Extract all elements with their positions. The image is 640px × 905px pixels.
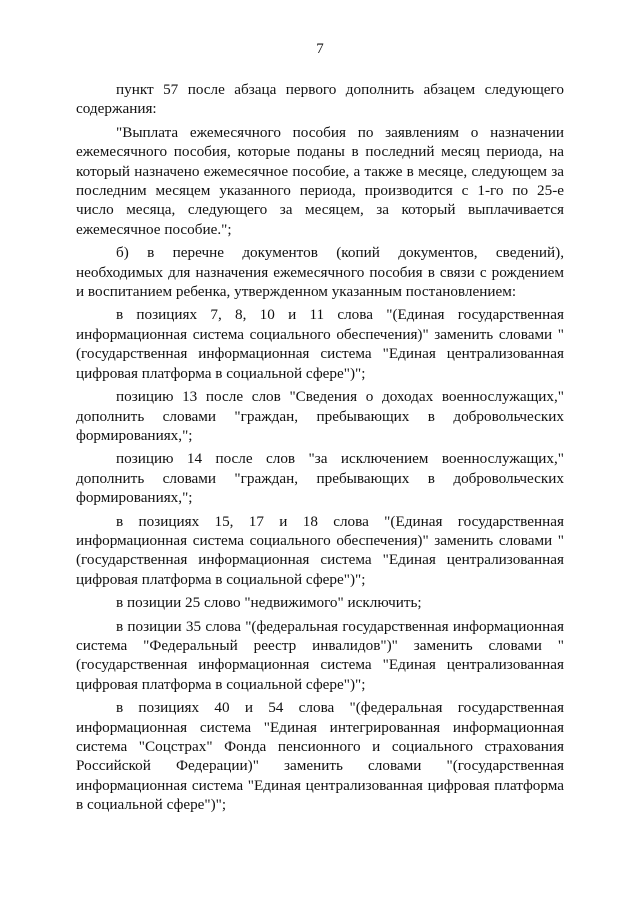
paragraph-positions-40-54: в позициях 40 и 54 слова "(федеральная государственная информационная система "Единая интегрированная информационная система "Соцстрах" Фонда пенсионного и социального страхования Российской Федерации)" заменить словами "(государственная информационная система "Единая централизованная цифровая платформа в социальной сфере")"; <box>76 699 564 814</box>
paragraph-punkt-57: пункт 57 после абзаца первого дополнить абзацем следующего содержания: <box>76 81 564 118</box>
paragraph-positions-7-8-10-11: в позициях 7, 8, 10 и 11 слова "(Единая государственная информационная система социального обеспечения)" заменить словами "(государственная информационная система "Единая централизованная цифровая платформа в социальной сфере")"; <box>76 306 564 382</box>
page-number: 7 <box>316 41 324 57</box>
document-body <box>76 80 564 819</box>
paragraph-position-35: в позиции 35 слова "(федеральная государственная информационная система "Федеральный реестр инвалидов")" заменить словами "(государственная информационная система "Единая централизованная цифровая платформа в социальной сфере")"; <box>76 617 564 693</box>
paragraph-position-25: в позиции 25 слово "недвижимого" исключить; <box>116 594 422 612</box>
paragraph-position-13: позицию 13 после слов "Сведения о доходах военнослужащих," дополнить словами "граждан, пребывающих в добровольческих формированиях,"; <box>76 388 564 444</box>
paragraph-quoted-payment-text: "Выплата ежемесячного пособия по заявлениям о назначении ежемесячного пособия, которые поданы в последний месяц периода, на который назначено ежемесячное пособие, а также в месяце, следующем за последним месяцем указанного периода, производится с 1-го по 25-е число месяца, следующего за месяцем, за который выплачивается ежемесячное пособие."; <box>76 123 564 238</box>
paragraph-position-14: позицию 14 после слов "за исключением военнослужащих," дополнить словами "граждан, пребывающих в добровольческих формированиях,"; <box>76 450 564 507</box>
paragraph-positions-15-17-18: в позициях 15, 17 и 18 слова "(Единая государственная информационная система социального обеспечения)" заменить словами "(государственная информационная система "Единая централизованная цифровая платформа в социальной сфере")"; <box>76 512 564 588</box>
paragraph-item-b-document-list: б) в перечне документов (копий документов, сведений), необходимых для назначения ежемесячного пособия в связи с рождением и воспитанием ребенка, утвержденном указанным постановлением: <box>76 244 564 301</box>
